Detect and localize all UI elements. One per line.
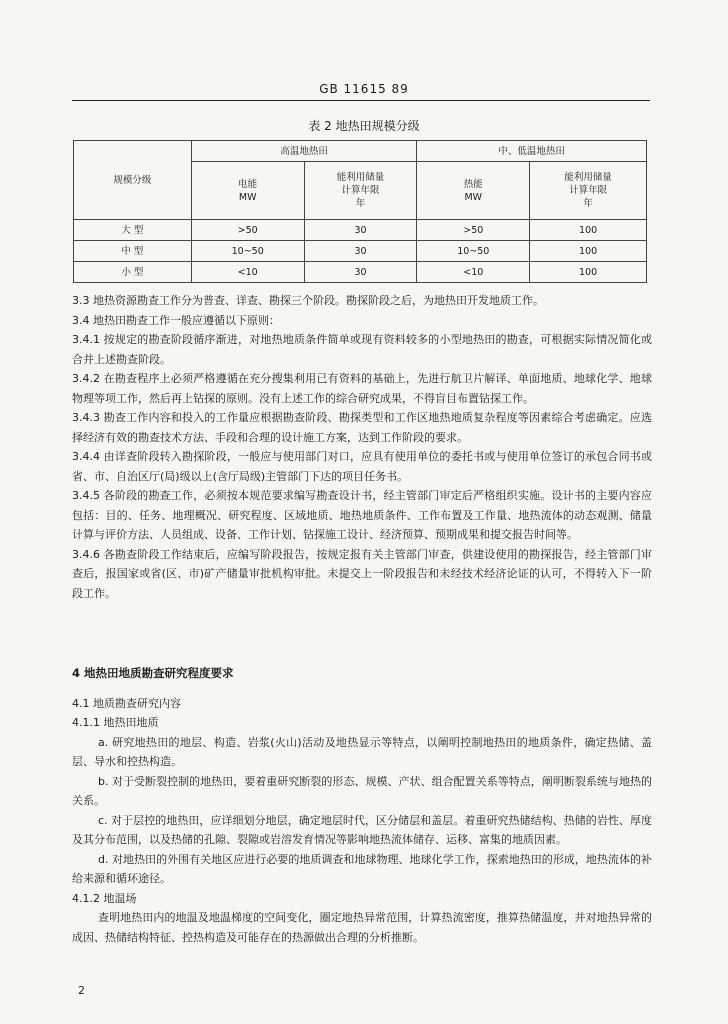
clause-3-4-5: 3.4.5 各阶段的勘查工作，必须按本规范要求编写勘查设计书，经主管部门审定后严格组织实施。设计书的主要内容应包括：目的、任务、地理概况、研究程度、区域地质、地热地质条件、工作布置及工作量、地热流体的动态观测、储量计算与评价方法、人员组成、设备、工作计划、钻探施工设计、经济预算、预期成果和提交报告时间等。 (72, 489, 652, 541)
group-mid-low-temp: 中、低温地热田 (417, 141, 647, 162)
clause-3-4-1: 3.4.1 按规定的勘查阶段循序渐进，对地热地质条件简单或现有资料较多的小型地热田的勘查，可根据实际情况简化或合并上述勘查阶段。 (72, 333, 652, 366)
section-heading-4: 4 地热田地质勘查研究程度要求 (72, 666, 234, 680)
item-d: d. 对地热田的外围有关地区应进行必要的地质调查和地球物理、地球化学工作，探索地热田的形成，地热流体的补给来源和循环途径。 (72, 852, 652, 885)
item-b: b. 对于受断裂控制的地热田，要着重研究断裂的形态、规模、产状、组合配置关系等特点，阐明断裂系统与地热的关系。 (72, 774, 652, 807)
clause-3-3: 3.3 地热资源勘查工作分为普查、详查、勘探三个阶段。勘探阶段之后，为地热田开发地质工作。 (72, 294, 544, 307)
sub-years-mid: 能利用储量 计算年限 年 (530, 162, 647, 220)
clause-4-1-2-text: 查明地热田内的地温及地温梯度的空间变化，圈定地热异常范围，计算热流密度，推算热储温度，并对地热异常的成因、热储结构特征、控热构造及可能存在的热源做出合理的分析推断。 (72, 911, 652, 944)
table-row: 大 型 >50 30 >50 100 (74, 220, 647, 241)
clause-3-4-4: 3.4.4 由详查阶段转入勘探阶段，一般应与使用部门对口，应具有使用单位的委托书或与使用单位签订的承包合同书或省、市、自治区厅(局)级以上(含厅局级)主管部门下达的项目任务书。 (72, 450, 652, 483)
sub-heat: 热能 MW (417, 162, 530, 220)
group-high-temp: 高温地热田 (191, 141, 417, 162)
clause-3-4-3: 3.4.3 勘查工作内容和投入的工作量应根据勘查阶段、勘探类型和工作区地热地质复杂程度等因素综合考虑确定。应选择经济有效的勘查技术方法、手段和合理的设计施工方案，达到工作阶段的要求。 (72, 411, 652, 444)
section-4-block (72, 664, 652, 947)
scale-table (73, 140, 647, 283)
body-text-block (72, 291, 652, 603)
col-scale: 规模分级 (74, 141, 192, 220)
item-a: a. 研究地热田的地层、构造、岩浆(火山)活动及地热显示等特点，以阐明控制地热田的地质条件，确定热储、盖层、导水和控热构造。 (72, 735, 652, 768)
header-rule (72, 100, 650, 101)
table-title: 表 2 地热田规模分级 (308, 119, 420, 133)
clause-3-4-6: 3.4.6 各勘查阶段工作结束后，应编写阶段报告，按规定报有关主管部门审查，供建设使用的勘探报告，经主管部门审查后，报国家或省(区、市)矿产储量审批机构审批。未提交上一阶段报告和未经技术经济论证的认可，不得转入下一阶段工作。 (72, 547, 652, 600)
item-c: c. 对于层控的地热田，应详细划分地层，确定地层时代，区分储层和盖层。着重研究热储结构、热储的岩性、厚度及其分布范围，以及热储的孔隙、裂隙或岩溶发育情况等影响地热流体储存、运移、富集的地质因素。 (72, 813, 652, 846)
clause-3-4-2: 3.4.2 在勘查程序上必须严格遵循在充分搜集利用已有资料的基础上，先进行航卫片解译、单面地质、地球化学、地球物理等项工作，然后再上钻探的原则。没有上述工作的综合研究成果，不得盲目布置钻探工作。 (72, 372, 652, 405)
sub-power: 电能 MW (191, 162, 304, 220)
standard-code: GB 11615 89 (319, 82, 409, 96)
heading-4-1-2: 4.1.2 地温场 (72, 891, 137, 905)
heading-4-1-1: 4.1.1 地热田地质 (72, 716, 159, 729)
table-row: 小 型 <10 30 <10 100 (74, 262, 647, 283)
page-number: 2 (78, 984, 85, 997)
table-header-row (74, 141, 647, 162)
clause-3-4: 3.4 地热田勘查工作一般应遵循以下原则： (72, 313, 280, 327)
sub-years-high: 能利用储量 计算年限 年 (304, 162, 417, 220)
table-row: 中 型 10~50 30 10~50 100 (74, 241, 647, 262)
heading-4-1: 4.1 地质勘查研究内容 (72, 696, 181, 710)
